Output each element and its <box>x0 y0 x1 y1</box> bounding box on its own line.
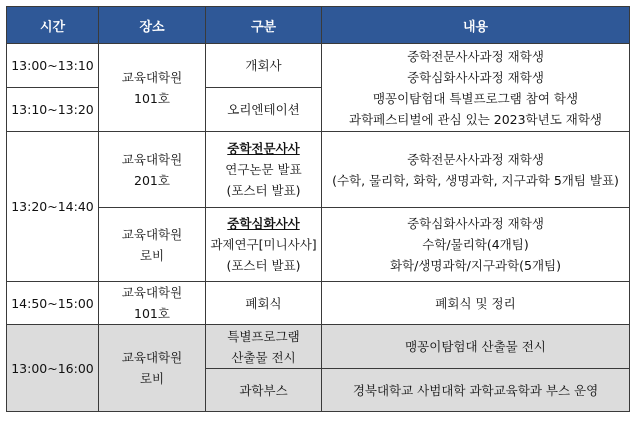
category-line: (포스터 발표) <box>226 258 301 273</box>
content-line: 중학심화사사과정 재학생 <box>407 69 544 85</box>
time-cell: 14:50~15:00 <box>7 282 99 325</box>
place-cell <box>99 44 206 132</box>
content-cell <box>322 208 630 282</box>
category-line: 특별프로그램 <box>227 328 300 344</box>
table-row <box>7 44 630 88</box>
category-line: (포스터 발표) <box>226 183 301 198</box>
content-cell <box>322 132 630 208</box>
place-line: 교육대학원 <box>121 226 183 242</box>
place-line: 교육대학원 <box>121 285 183 300</box>
table-row <box>7 132 630 208</box>
place-line: 로비 <box>139 247 165 263</box>
place-cell <box>99 208 206 282</box>
content-line: 중학전문사사과정 재학생 <box>407 151 544 167</box>
category-cell: 개회사 <box>206 44 322 88</box>
category-line: 산출물 전시 <box>231 349 296 365</box>
place-line: 교육대학원 <box>121 350 183 365</box>
content-line: 수학/물리학(4개팀) <box>422 237 529 252</box>
table-row <box>7 325 630 369</box>
content-line: 과학페스티벌에 관심 있는 2023학년도 재학생 <box>349 111 602 127</box>
place-line: 101호 <box>134 90 170 106</box>
content-line: 화학/생명과학/지구과학(5개팀) <box>389 258 562 273</box>
category-line: 연구논문 발표 <box>225 162 302 177</box>
place-cell <box>99 132 206 208</box>
category-cell: 폐회식 <box>206 282 322 325</box>
place-line: 교육대학원 <box>121 69 183 85</box>
place-line: 201호 <box>134 172 170 188</box>
header-place: 장소 <box>99 7 206 44</box>
category-line: 과제연구[미니사사] <box>210 237 317 252</box>
category-cell: 과학부스 <box>206 369 322 412</box>
content-line: 중학전문사사과정 재학생 <box>407 48 544 64</box>
content-cell: 맹꽁이탐험대 산출물 전시 <box>322 325 630 369</box>
schedule-table-wrapper <box>6 6 629 412</box>
place-line: 교육대학원 <box>121 151 183 167</box>
time-cell: 13:00~16:00 <box>7 325 99 412</box>
category-cell <box>206 325 322 369</box>
content-line: 맹꽁이탐험대 특별프로그램 참여 학생 <box>372 90 579 106</box>
content-cell <box>322 44 630 132</box>
time-cell: 13:10~13:20 <box>7 88 99 132</box>
table-row <box>7 208 630 282</box>
category-title: 중학전문사사 <box>227 141 300 156</box>
category-cell: 오리엔테이션 <box>206 88 322 132</box>
place-cell <box>99 282 206 325</box>
content-cell: 폐회식 및 정리 <box>322 282 630 325</box>
category-title: 중학심화사사 <box>227 216 300 231</box>
content-line: (수학, 물리학, 화학, 생명과학, 지구과학 5개팀 발표) <box>332 172 619 188</box>
place-line: 101호 <box>134 306 170 321</box>
time-cell: 13:00~13:10 <box>7 44 99 88</box>
schedule-table <box>6 6 630 412</box>
table-row <box>7 282 630 325</box>
header-row <box>7 7 630 44</box>
content-cell: 경북대학교 사범대학 과학교육학과 부스 운영 <box>322 369 630 412</box>
time-cell: 13:20~14:40 <box>7 132 99 282</box>
content-line: 중학심화사사과정 재학생 <box>407 216 544 231</box>
header-content: 내용 <box>322 7 630 44</box>
place-cell <box>99 325 206 412</box>
place-line: 로비 <box>139 371 165 386</box>
category-cell <box>206 208 322 282</box>
category-cell <box>206 132 322 208</box>
header-category: 구분 <box>206 7 322 44</box>
header-time: 시간 <box>7 7 99 44</box>
